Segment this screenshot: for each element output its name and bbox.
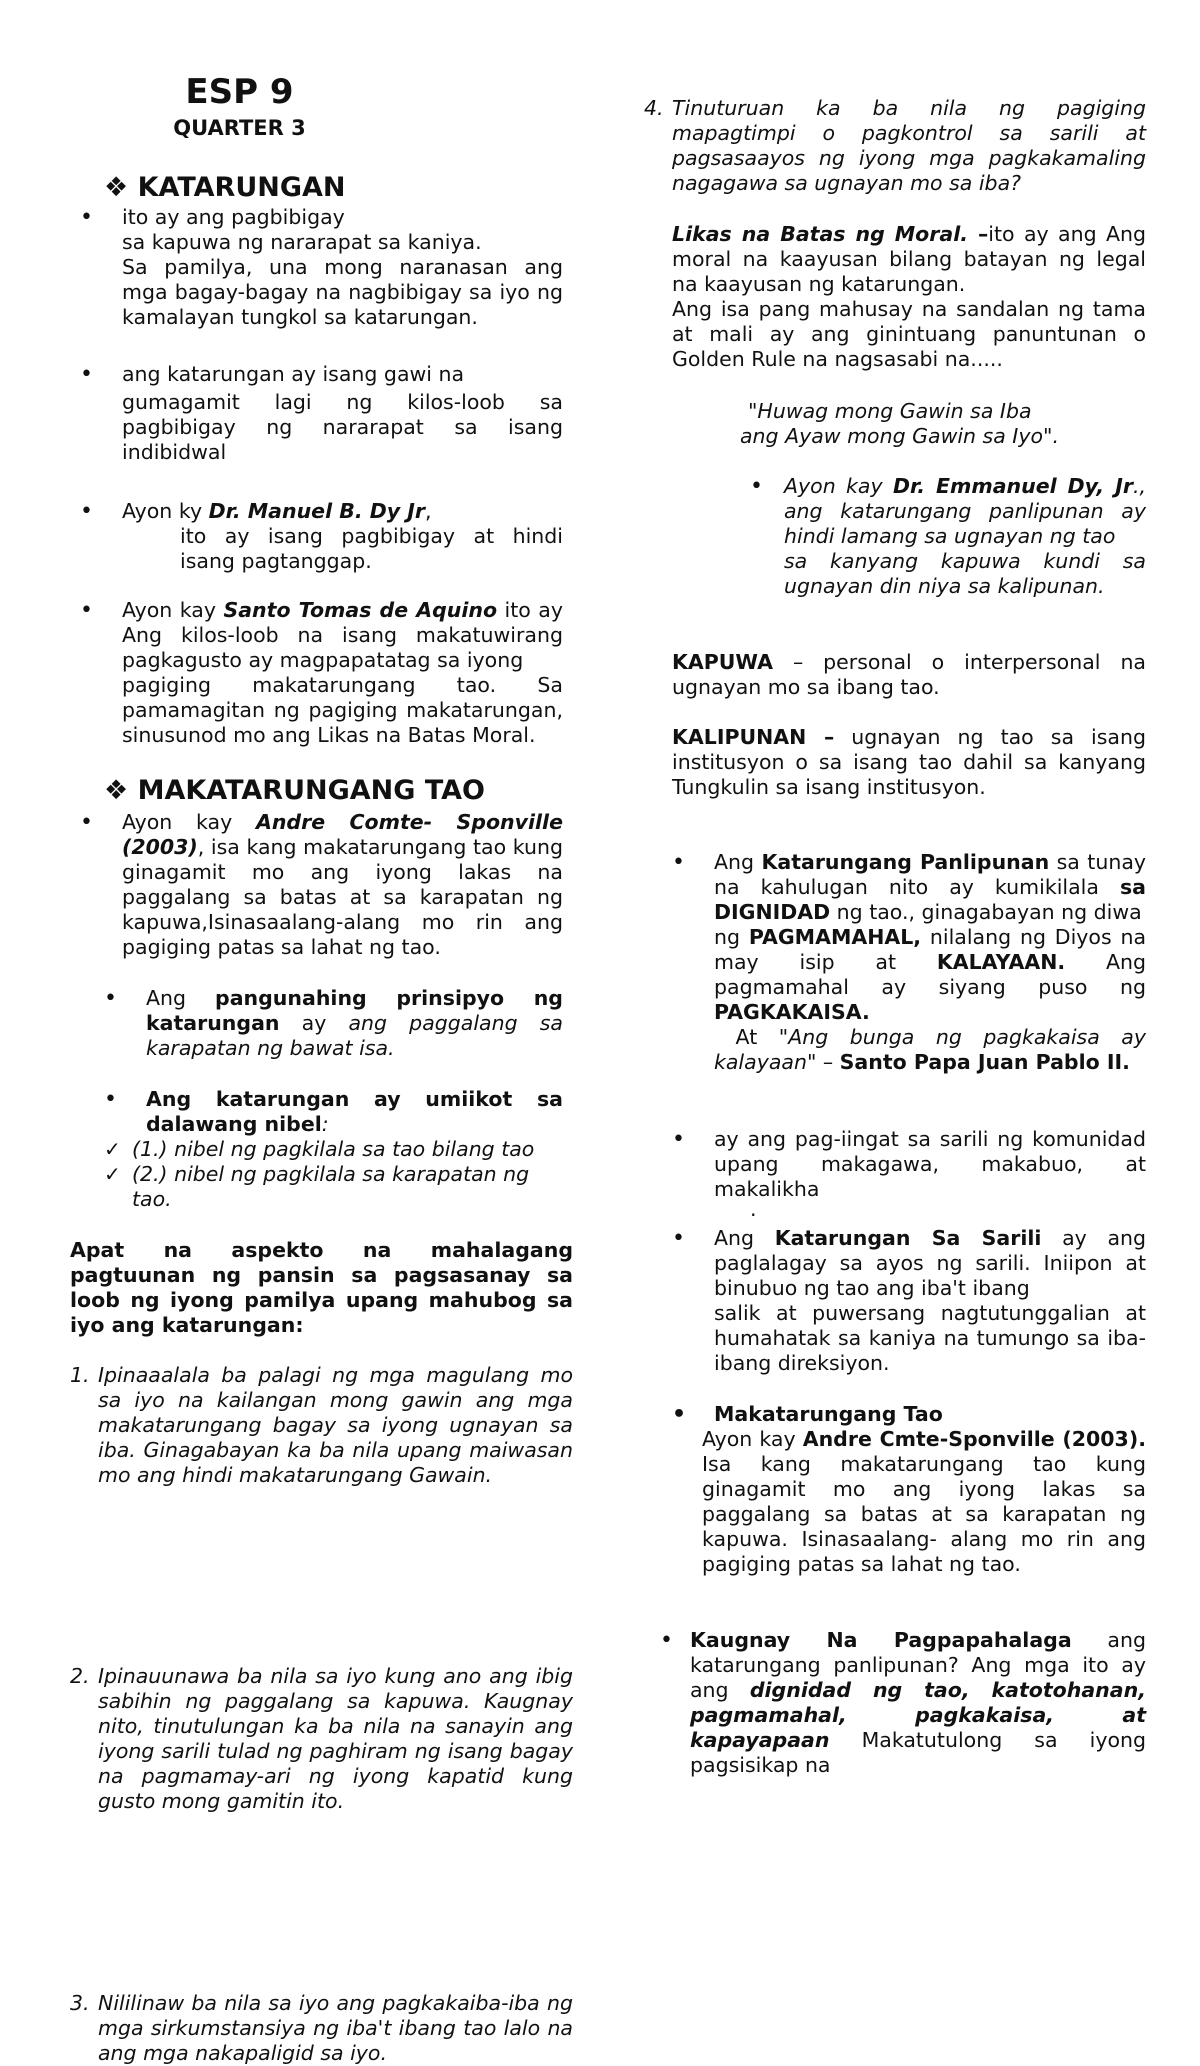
numbered-item-3 [70,1991,573,2066]
check-item-2: ✓ (2.) nibel ng pagkilala sa karapatan ng tao. [104,1162,563,1212]
likas-title: Likas na Batas ng Moral. [672,222,969,246]
k3-line-b: ito ay isang pagbibigay at hindi isang pagtanggap. [180,524,563,573]
nibel-bullet [104,1087,563,1137]
p2-post: : [321,1112,329,1136]
kp-line-3 [672,1025,1146,1075]
n3-num: 3. [70,1991,90,2015]
n4-text: Tinuturuan ka ba nila ng pagiging mapagtimpi o pagkontrol sa sarili at pagsasaayos ng iyong mga pagkakamaling nagagawa sa ugnayan mo sa iba? [672,96,1146,195]
katarungan-heading: ❖ KATARUNGAN [104,172,346,203]
e-name: Dr. Emmanuel Dy, Jr [893,474,1133,498]
k3-post: , [425,499,432,523]
p1-bold: pangunahing prinsipyo ng katarungan [146,986,563,1035]
left-column [70,0,573,2065]
katarungan-sa-sarili-bullet [672,1226,1146,1376]
numbered-item-2 [70,1664,573,1814]
k4-post: ito ay Ang kilos-loob na isang makatuwirang pagkagusto ay magpapatatag sa iyong [122,598,563,672]
golden-rule-quote [740,399,1146,449]
check-item-1: ✓ (1.) nibel ng pagkilala sa tao bilang tao [104,1137,563,1162]
mt-title: Makatarungang Tao [714,1402,943,1426]
katarungan-bullet-2 [80,362,563,465]
kn-bold-italic: dignidad ng tao, katotohanan, pagmamahal, pagkakaisa, at kapayapaan [690,1678,1146,1752]
kp2-bold: PAGMAMAHAL, [748,925,922,949]
kp2-post: Ang pagmamahal ay siyang puso ng [714,950,1147,999]
kp2-mid: nilalang ng Diyos na may isip at [714,925,1147,974]
page-subtitle: QUARTER 3 [173,116,306,140]
m1-pre: Ayon kay [122,810,256,834]
ks-post: ay ang paglalagay sa ayos ng sarili. Iniipon at binubuo ng tao ang iba't ibang [714,1226,1147,1300]
emmanuel-dy-bullet [750,474,1146,599]
likas-body-2: Ang isa pang mahusay na sandalan ng tama at mali ay ang ginintuang panuntunan o Golden Rule na nagsasabi na..... [672,297,1146,371]
numbered-item-4 [644,96,1146,196]
mt-pre: Ayon kay [702,1427,803,1451]
k1-line-a: ito ay ang pagbibigay [122,205,345,229]
quote-line-1: "Huwag mong Gawin sa Iba [748,399,1032,423]
kapuwa-definition [672,650,1146,700]
kp2-pre: ng [714,925,749,949]
quote-line-2: ang Ayaw mong Gawin sa Iyo". [740,424,1059,448]
kalipunan-term: KALIPUNAN – [672,725,835,749]
ay-text: ay ang pag-iingat sa sarili ng komunidad upang makagawa, makabuo, at makalikha [714,1127,1146,1201]
kp-pre: Ang [714,850,762,874]
kn-post: Makatutulong sa iyong pagsisikap na [690,1728,1146,1777]
prinsipyo-bullet [104,986,563,1061]
kapuwa-term: KAPUWA [672,650,773,674]
likas-body: ito ay ang Ang moral na kaayusan bilang batayan ng legal na kaayusan ng katarungan. [672,222,1146,296]
kp3-bold: Santo Papa Juan Pablo II. [839,1050,1130,1074]
apat-na-aspekto: Apat na aspekto na mahalagang pagtuunan ng pansin sa pagsasanay sa loob ng iyong pamilya upang mahubog sa iyo ang katarungan: [70,1238,573,1337]
k2-line-a: ang katarungan ay isang gawi na [122,362,465,386]
page-title: ESP 9 [185,72,294,112]
p1-ital: ang paggalang sa karapatan ng bawat isa. [146,1011,563,1060]
p1-mid: ay [279,1011,349,1035]
mt-body [672,1427,1146,1577]
makatarungang-tao-heading: ❖ MAKATARUNGANG TAO [104,775,486,806]
nibel-checklist [104,1137,563,1212]
p1-pre: Ang [146,986,216,1010]
n1-num: 1. [70,1363,90,1387]
numbered-item-1 [70,1363,573,1488]
e-pre: Ayon kay [784,474,893,498]
k4-pre: Ayon kay [122,598,224,622]
kalipunan-definition [672,725,1146,800]
ks-pre: Ang [714,1226,775,1250]
kp-bold: Katarungang Panlipunan [761,850,1050,874]
stray-dot: . [750,1197,757,1221]
mt-name: Andre Cmte-Sponville (2003). [802,1427,1146,1451]
k4-line-b: pagiging makatarungang tao. Sa pamamagitan ng pagiging makatarungan, sinusunod mo ang Likas na Batas Moral. [122,673,563,747]
e-line-b: sa kanyang kapuwa kundi sa ugnayan din niya sa kalipunan. [784,549,1146,598]
kp-line-2 [672,925,1146,1025]
e-post: ., ang katarungang panlipunan ay hindi lamang sa ugnayan ng tao [784,474,1146,548]
kp-bold2: sa DIGNIDAD [714,875,1146,924]
kapuwa-body: – personal o interpersonal na ugnayan mo sa ibang tao. [672,650,1146,699]
kn-mid: ang katarungang panlipunan? Ang mga ito ay ang [690,1628,1146,1702]
katarungan-bullet-3 [80,499,563,574]
p2-bold: Ang katarungan ay umiikot sa dalawang nibel [146,1087,563,1136]
ks-bold: Katarungan Sa Sarili [774,1226,1042,1250]
kp3-ital: "Ang bunga ng pagkakaisa ay kalayaan" [714,1025,1146,1074]
right-column [644,0,1147,1777]
n1-text: Ipinaaalala ba palagi ng mga magulang mo sa iyo na kailangan mong gawin ang mga makatarungang bagay sa iyong ugnayan sa iba. Ginagabayan ka ba nila upang maiwasan mo ang hindi makatarungang Gawain. [98,1363,573,1487]
kp-mid: sa tunay na kahulugan nito ay kumikilala [714,850,1147,899]
kaugnay-na-pagpapahalaga-bullet [660,1628,1146,1778]
n3-text: Nililinaw ba nila sa iyo ang pagkakaiba-iba ng mga sirkumstansiya ng iba't ibang tao lalo na ang mga nakapaligid sa iyo. [98,1991,573,2065]
k1-line-c: Sa pamilya, una mong naranasan ang mga bagay-bagay na nagbibigay sa iyo ng kamalayan tungkol sa katarungan. [122,255,563,329]
k3-pre: Ayon ky [122,499,209,523]
katarungan-bullet-1 [80,205,563,330]
komunidad-bullet [672,1127,1146,1221]
kalipunan-body: ugnayan ng tao sa isang institusyon o sa isang tao dahil sa kanyang Tungkulin sa isang institusyon. [672,725,1146,799]
m1-name: Andre Comte- Sponville (2003) [122,810,563,859]
makatarungang-tao-bullet [672,1402,1146,1577]
n4-num: 4. [644,96,664,120]
k3-name: Dr. Manuel B. Dy Jr [208,499,426,523]
likas-na-batas [672,222,1146,372]
makatao-bullet-1 [80,810,563,960]
kp3-dash: – [816,1050,840,1074]
m1-post: , isa kang makatarungang tao kung ginagamit mo ang iyong lakas na paggalang sa batas at sa karapatan ng kapuwa,Isinasaalang-alang mo rin ang pagiging patas sa lahat ng tao. [122,835,563,959]
ks-line-b: salik at puwersang nagtutunggalian at humahatak sa kaniya na tumungo sa iba-ibang direksiyon. [714,1301,1146,1375]
kp-post: ng tao., ginagabayan ng diwa [830,900,1142,924]
katarungang-panlipunan-bullet [672,850,1146,1075]
katarungan-bullet-4 [80,598,563,748]
mt-post: Isa kang makatarungang tao kung ginagamit mo ang iyong lakas sa paggalang sa batas at sa karapatan ng kapuwa. Isinasaalang- alang mo rin ang pagiging patas sa lahat ng tao. [702,1452,1146,1576]
n2-text: Ipinauunawa ba nila sa iyo kung ano ang ibig sabihin ng paggalang sa kapuwa. Kaugnay nito, tinutulungan ka ba nila na sanayin ang iyong sarili tulad ng paghiram ng isang bagay na pagmamay-ari ng iyong kapatid kung gusto mong gamitin ito. [98,1664,573,1813]
k2-line-b: gumagamit lagi ng kilos-loob sa pagbibigay ng nararapat sa isang indibidwal [122,390,563,464]
kp2-bold3: PAGKAKAISA. [714,1000,870,1024]
kp3-pre: At [735,1025,779,1049]
k4-name: Santo Tomas de Aquino [223,598,498,622]
n2-num: 2. [70,1664,90,1688]
likas-dash: – [968,222,989,246]
k1-line-b: sa kapuwa ng nararapat sa kaniya. [122,230,482,254]
kn-bold: Kaugnay Na Pagpapahalaga [690,1628,1072,1652]
kp2-bold2: KALAYAAN. [936,950,1066,974]
